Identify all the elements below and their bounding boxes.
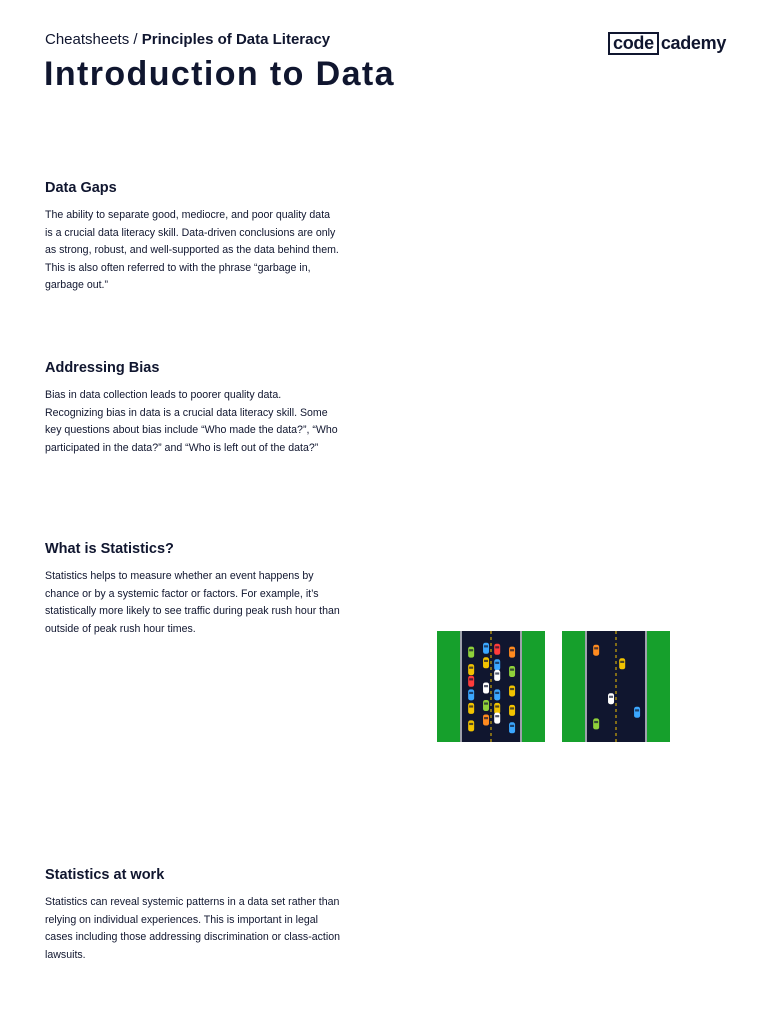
car-icon: [509, 705, 515, 716]
car-windshield: [484, 717, 488, 719]
car-body: [483, 657, 489, 668]
car-body: [468, 689, 474, 700]
car-icon: [593, 645, 599, 656]
car-body: [634, 707, 640, 718]
car-icon: [483, 657, 489, 668]
car-icon: [494, 713, 500, 724]
car-windshield: [469, 649, 473, 651]
car-body: [509, 666, 515, 677]
car-body: [593, 718, 599, 729]
section-data-gaps: [45, 180, 340, 295]
car-body: [494, 670, 500, 681]
car-body: [608, 693, 614, 704]
car-icon: [509, 666, 515, 677]
car-body: [483, 700, 489, 711]
car-icon: [483, 700, 489, 711]
page-title: Introduction to Data: [44, 55, 395, 93]
breadcrumb-root-link[interactable]: Cheatsheets: [45, 31, 130, 48]
car-body: [483, 643, 489, 654]
car-windshield: [484, 685, 488, 687]
car-body: [494, 689, 500, 700]
car-icon: [483, 715, 489, 726]
car-windshield: [510, 725, 514, 727]
car-icon: [509, 722, 515, 733]
car-windshield: [495, 672, 499, 674]
car-windshield: [495, 646, 499, 648]
car-icon: [468, 703, 474, 714]
car-windshield: [469, 723, 473, 725]
car-body: [483, 683, 489, 694]
car-icon: [468, 647, 474, 658]
car-body: [494, 644, 500, 655]
car-windshield: [484, 660, 488, 662]
car-windshield: [469, 692, 473, 694]
car-body: [494, 703, 500, 714]
section-heading: What is Statistics?: [45, 541, 174, 557]
traffic-illustration: [437, 631, 670, 742]
car-body: [468, 676, 474, 687]
car-windshield: [510, 688, 514, 690]
light-traffic-road: [562, 631, 670, 742]
car-body: [468, 720, 474, 731]
car-windshield: [484, 645, 488, 647]
car-icon: [509, 685, 515, 696]
section-body: Statistics can reveal systemic patterns in a data set rather than relying on individual experiences. This is important in legal cases including those addressing discrimination or class-action lawsuits.: [45, 896, 341, 961]
car-icon: [483, 643, 489, 654]
car-icon: [494, 670, 500, 681]
car-windshield: [469, 705, 473, 707]
car-windshield: [609, 696, 613, 698]
car-body: [509, 647, 515, 658]
car-icon: [593, 718, 599, 729]
car-icon: [494, 659, 500, 670]
car-icon: [468, 664, 474, 675]
breadcrumb-separator: /: [129, 31, 142, 48]
car-body: [468, 703, 474, 714]
section-heading: Statistics at work: [45, 867, 165, 883]
section-heading: Data Gaps: [45, 180, 117, 196]
car-windshield: [594, 721, 598, 723]
car-windshield: [495, 705, 499, 707]
codecademy-logo[interactable]: [608, 31, 726, 55]
logo-code-box: code: [608, 32, 659, 55]
section-what-is-statistics: [45, 541, 340, 638]
car-windshield: [635, 709, 639, 711]
car-windshield: [495, 662, 499, 664]
car-icon: [494, 644, 500, 655]
car-icon: [509, 647, 515, 658]
car-icon: [468, 720, 474, 731]
car-icon: [468, 689, 474, 700]
car-windshield: [510, 649, 514, 651]
section-body: Statistics helps to measure whether an event happens by chance or by a systemic factor or factors. For example, it’s statistically more likely to see traffic during peak rush hour than outside of peak rush hour times.: [45, 570, 340, 635]
car-icon: [468, 676, 474, 687]
car-windshield: [620, 661, 624, 663]
car-windshield: [495, 715, 499, 717]
section-heading: Addressing Bias: [45, 360, 160, 376]
car-body: [619, 658, 625, 669]
car-icon: [619, 658, 625, 669]
section-addressing-bias: [45, 360, 340, 457]
car-windshield: [510, 707, 514, 709]
car-windshield: [495, 692, 499, 694]
car-body: [494, 659, 500, 670]
car-body: [468, 647, 474, 658]
car-icon: [634, 707, 640, 718]
car-icon: [494, 703, 500, 714]
car-body: [509, 705, 515, 716]
car-windshield: [469, 667, 473, 669]
car-icon: [483, 683, 489, 694]
car-body: [483, 715, 489, 726]
car-body: [494, 713, 500, 724]
car-windshield: [469, 678, 473, 680]
car-body: [593, 645, 599, 656]
breadcrumb: [45, 31, 330, 48]
section-statistics-at-work: [45, 867, 340, 964]
breadcrumb-current[interactable]: Principles of Data Literacy: [141, 31, 331, 48]
car-windshield: [594, 647, 598, 649]
section-body: Bias in data collection leads to poorer quality data. Recognizing bias in data is a crucial data literacy skill. Some key questions about bias include “Who made the data?”, “Who participated in the data?” and “Who is left out of the data?”: [45, 389, 338, 454]
car-body: [468, 664, 474, 675]
car-body: [509, 685, 515, 696]
car-windshield: [510, 669, 514, 671]
car-body: [509, 722, 515, 733]
car-icon: [494, 689, 500, 700]
car-icon: [608, 693, 614, 704]
logo-cademy-text: cademy: [660, 32, 727, 53]
car-windshield: [484, 702, 488, 704]
section-body: The ability to separate good, mediocre, and poor quality data is a crucial data literacy skill. Data-driven conclusions are only as strong, robust, and well-supported as the data behind them. This is also often referred to with the phrase “garbage in, garbage out.”: [45, 209, 339, 292]
heavy-traffic-road: [437, 631, 545, 742]
